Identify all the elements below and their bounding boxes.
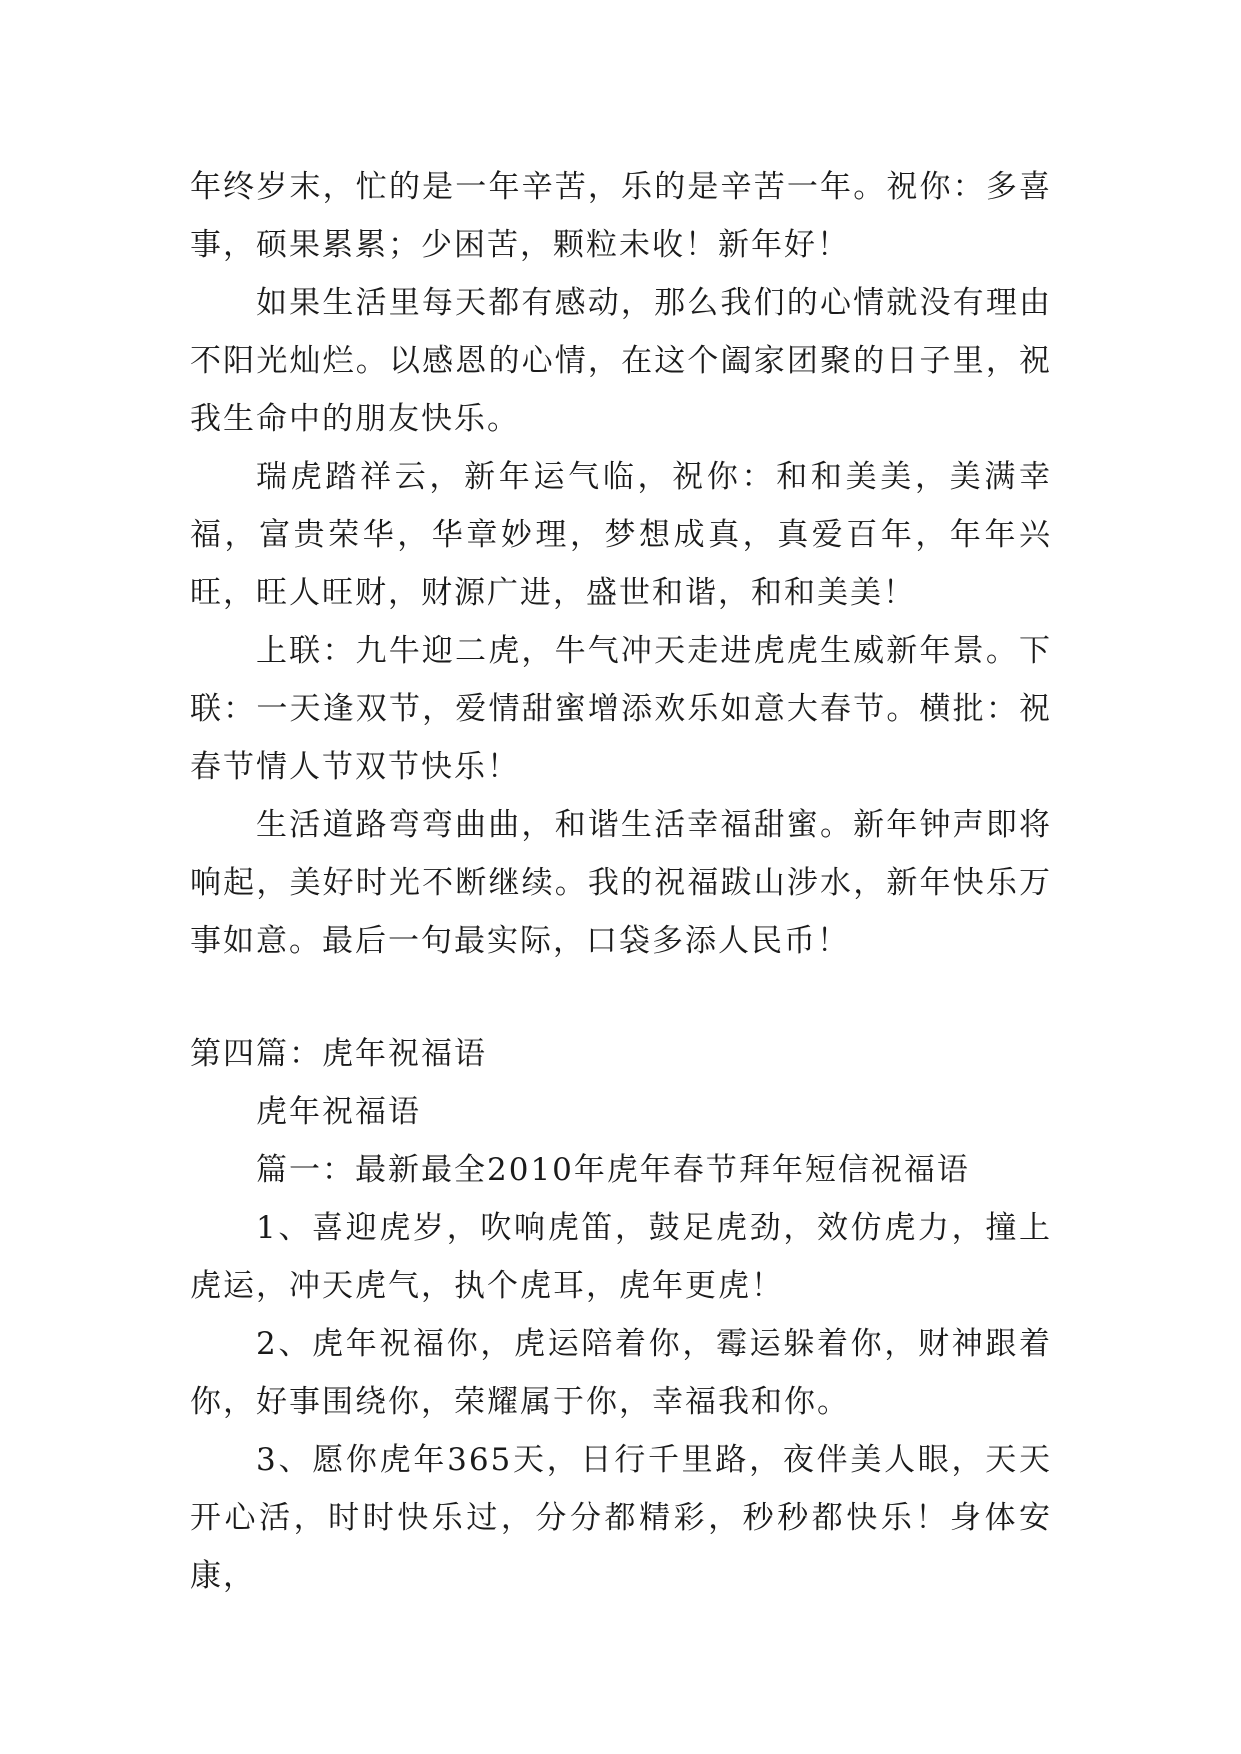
paragraph-auspicious-tiger: 瑞虎踏祥云，新年运气临，祝你：和和美美，美满幸福，富贵荣华，华章妙理，梦想成真，真爱百年，年年兴旺，旺人旺财，财源广进，盛世和谐，和和美美！ (190, 459, 1052, 611)
paragraph-couplet: 上联：九牛迎二虎，牛气冲天走进虎虎生威新年景。下联：一天逢双节，爱情甜蜜增添欢乐如意大春节。横批：祝春节情人节双节快乐！ (190, 633, 1052, 785)
list-item: 3、愿你虎年365天，日行千里路，夜伴美人眼，天天开心活，时时快乐过，分分都精彩，秒秒都快乐！身体安康， (190, 1442, 1052, 1594)
body-text-section-bottom (190, 1025, 1052, 1605)
body-text-section-top (190, 158, 1052, 970)
section-heading: 第四篇：虎年祝福语 (190, 1036, 487, 1072)
paragraph-new-year-wish: 年终岁末，忙的是一年辛苦，乐的是辛苦一年。祝你：多喜事，硕果累累；少困苦，颗粒未收！新年好！ (190, 169, 1052, 263)
list-item: 1、喜迎虎岁，吹响虎笛，鼓足虎劲，效仿虎力，撞上虎运，冲天虎气，执个虎耳，虎年更虎！ (190, 1210, 1052, 1304)
paragraph-life-road: 生活道路弯弯曲曲，和谐生活幸福甜蜜。新年钟声即将响起，美好时光不断继续。我的祝福跋山涉水，新年快乐万事如意。最后一句最实际，口袋多添人民币！ (190, 807, 1052, 959)
list-item: 2、虎年祝福你，虎运陪着你，霉运躲着你，财神跟着你，好事围绕你，荣耀属于你，幸福我和你。 (190, 1326, 1052, 1420)
article-title: 篇一：最新最全2010年虎年春节拜年短信祝福语 (256, 1152, 970, 1188)
paragraph-gratitude: 如果生活里每天都有感动，那么我们的心情就没有理由不阳光灿烂。以感恩的心情，在这个阖家团聚的日子里，祝我生命中的朋友快乐。 (190, 285, 1052, 437)
subheading: 虎年祝福语 (256, 1094, 421, 1130)
